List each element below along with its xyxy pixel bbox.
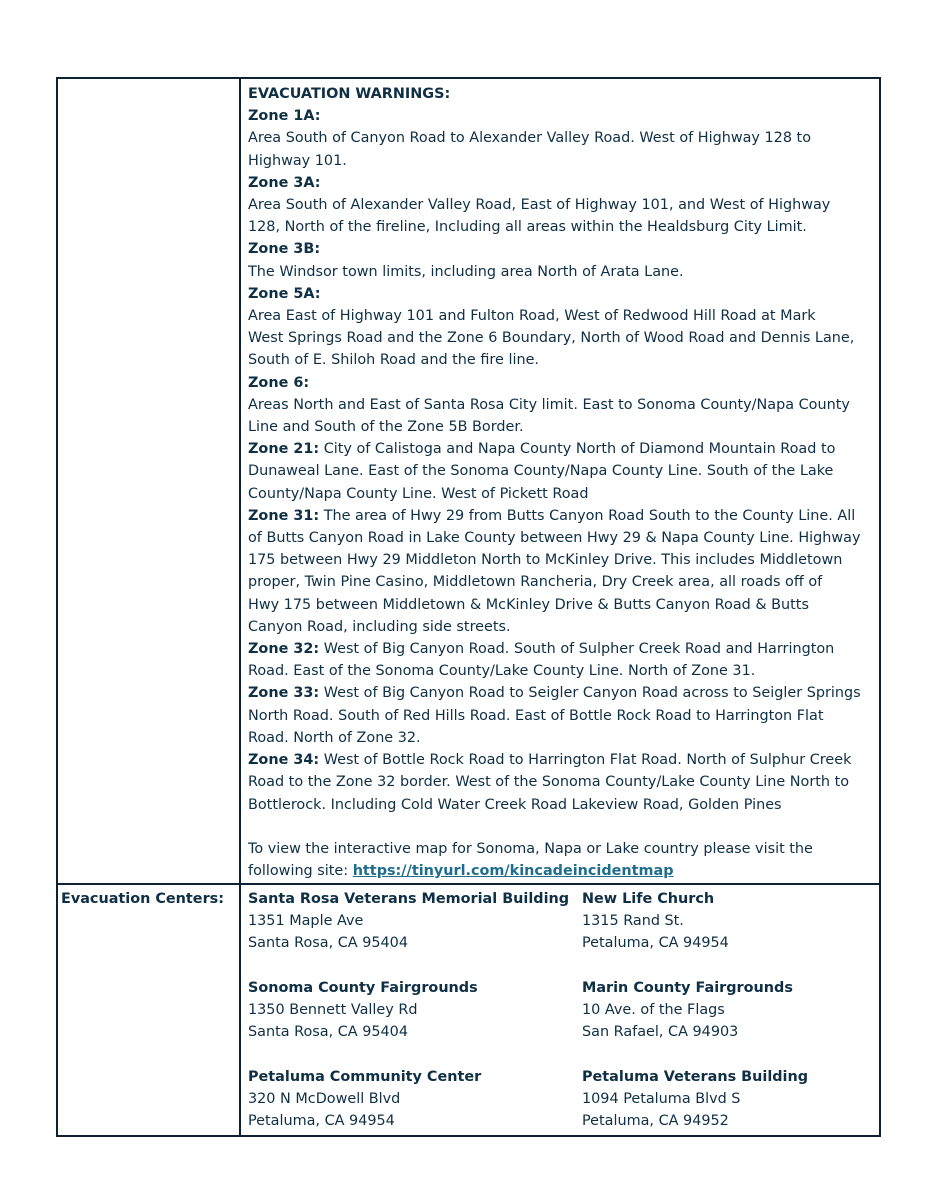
zone-33-text: West of Big Canyon Road to Seigler Canyon Road across to Seigler Springs <box>319 685 861 702</box>
zone-34-text: Bottlerock. Including Cold Water Creek Road Lakeview Road, Golden Pines <box>248 796 782 813</box>
zone-5a-text: West Springs Road and the Zone 6 Boundary, North of Wood Road and Dennis Lane, <box>248 330 855 347</box>
zone-3a-label: Zone 3A: <box>248 174 321 191</box>
center-city: Santa Rosa, CA 95404 <box>248 1024 408 1041</box>
center-city: Petaluma, CA 94952 <box>582 1113 729 1130</box>
zone-1a-text: Highway 101. <box>248 152 347 169</box>
zone-34-label: Zone 34: <box>248 752 320 769</box>
zone-34-first-line <box>248 749 861 771</box>
zone-21-text: County/Napa County Line. West of Pickett Road <box>248 485 589 502</box>
center-address: 1315 Rand St. <box>582 913 684 930</box>
zone-33-first-line <box>248 682 861 704</box>
zone-21-label: Zone 21: <box>248 441 320 458</box>
zone-32-first-line <box>248 638 861 660</box>
zone-5a-text: South of E. Shiloh Road and the fire line. <box>248 352 539 369</box>
evacuation-warnings-cell <box>248 83 861 882</box>
zone-31-text: The area of Hwy 29 from Butts Canyon Road South to the County Line. All <box>319 507 856 524</box>
zone-31-first-line <box>248 505 861 527</box>
map-site-prefix: following site: <box>248 862 353 879</box>
zone-31-text: Canyon Road, including side streets. <box>248 618 511 635</box>
table-border-left <box>56 77 58 1137</box>
zone-1a-label: Zone 1A: <box>248 108 321 125</box>
center-name: Santa Rosa Veterans Memorial Building <box>248 891 570 907</box>
zone-21-first-line <box>248 438 861 460</box>
center-city: Petaluma, CA 94954 <box>248 1113 395 1130</box>
evacuation-center <box>248 1066 481 1133</box>
zone-3a-text: 128, North of the fireline, Including all areas within the Healdsburg City Limit. <box>248 219 807 236</box>
table-column-divider <box>239 77 241 1137</box>
zone-34-text: Road to the Zone 32 border. West of the Sonoma County/Lake County Line North to <box>248 774 850 791</box>
zone-33-label: Zone 33: <box>248 685 320 702</box>
center-address: 1351 Maple Ave <box>248 913 364 930</box>
zone-6-label: Zone 6: <box>248 374 310 391</box>
center-name: Petaluma Veterans Building <box>582 1069 809 1085</box>
center-name: Marin County Fairgrounds <box>582 980 793 996</box>
evacuation-center <box>582 888 729 955</box>
zone-32-label: Zone 32: <box>248 641 320 658</box>
center-name: Sonoma County Fairgrounds <box>248 980 478 996</box>
table-row-divider <box>56 883 881 885</box>
evacuation-center <box>248 888 569 955</box>
evacuation-centers-label: Evacuation Centers: <box>61 891 224 907</box>
table-border-top <box>56 77 881 79</box>
warnings-heading: EVACUATION WARNINGS: <box>248 86 451 102</box>
map-instructions: To view the interactive map for Sonoma, Napa or Lake country please visit the <box>248 840 813 857</box>
center-city: San Rafael, CA 94903 <box>582 1024 739 1041</box>
table-border-bottom <box>56 1135 881 1137</box>
evacuation-center <box>582 977 793 1044</box>
center-city: Petaluma, CA 94954 <box>582 935 729 952</box>
center-city: Santa Rosa, CA 95404 <box>248 935 408 952</box>
center-address: 1094 Petaluma Blvd S <box>582 1091 741 1108</box>
zone-21-text: City of Calistoga and Napa County North of Diamond Mountain Road to <box>319 441 836 458</box>
zone-5a-label: Zone 5A: <box>248 285 321 302</box>
zone-6-text: Line and South of the Zone 5B Border. <box>248 419 524 436</box>
blank-line <box>248 816 861 838</box>
zone-3b-label: Zone 3B: <box>248 241 321 258</box>
zone-31-text: proper, Twin Pine Casino, Middletown Rancheria, Dry Creek area, all roads off of <box>248 574 823 591</box>
evacuation-center <box>582 1066 808 1133</box>
zone-32-text: West of Big Canyon Road. South of Sulpher Creek Road and Harrington <box>319 641 835 658</box>
zone-1a-text: Area South of Canyon Road to Alexander Valley Road. West of Highway 128 to <box>248 130 812 147</box>
table-border-right <box>879 77 881 1137</box>
center-address: 320 N McDowell Blvd <box>248 1091 401 1108</box>
zone-31-text: Hwy 175 between Middletown & McKinley Drive & Butts Canyon Road & Butts <box>248 596 809 613</box>
evacuation-center <box>248 977 478 1044</box>
zone-5a-text: Area East of Highway 101 and Fulton Road, West of Redwood Hill Road at Mark <box>248 308 816 325</box>
zone-31-text: of Butts Canyon Road in Lake County between Hwy 29 & Napa County Line. Highway <box>248 530 861 547</box>
zone-3b-text: The Windsor town limits, including area North of Arata Lane. <box>248 263 684 280</box>
map-site-line <box>248 860 861 882</box>
zone-32-text: Road. East of the Sonoma County/Lake County Line. North of Zone 31. <box>248 663 756 680</box>
zone-34-text: West of Bottle Rock Road to Harrington Flat Road. North of Sulphur Creek <box>319 752 852 769</box>
zone-33-text: North Road. South of Red Hills Road. East of Bottle Rock Road to Harrington Flat <box>248 707 824 724</box>
zone-31-text: 175 between Hwy 29 Middleton North to McKinley Drive. This includes Middletown <box>248 552 843 569</box>
center-name: Petaluma Community Center <box>248 1069 482 1085</box>
zone-33-text: Road. North of Zone 32. <box>248 729 421 746</box>
center-address: 1350 Bennett Valley Rd <box>248 1002 418 1019</box>
center-name: New Life Church <box>582 891 715 907</box>
zone-6-text: Areas North and East of Santa Rosa City limit. East to Sonoma County/Napa County <box>248 396 850 413</box>
zone-21-text: Dunaweal Lane. East of the Sonoma County/Napa County Line. South of the Lake <box>248 463 834 480</box>
center-address: 10 Ave. of the Flags <box>582 1002 725 1019</box>
interactive-map-link[interactable]: https://tinyurl.com/kincadeincidentmap <box>352 862 674 879</box>
zone-31-label: Zone 31: <box>248 507 320 524</box>
zone-3a-text: Area South of Alexander Valley Road, East of Highway 101, and West of Highway <box>248 197 831 214</box>
